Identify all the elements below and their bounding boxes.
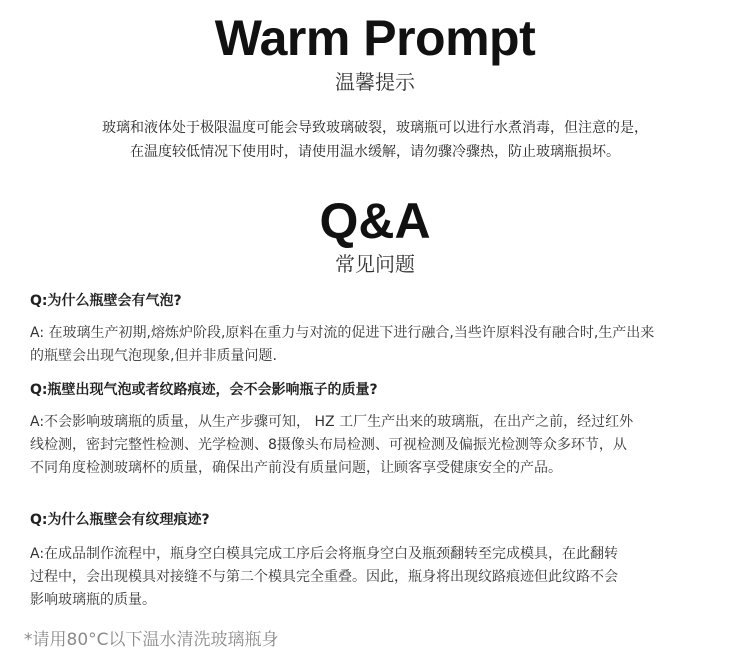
answer-line: 的瓶壁会出现气泡现象,但并非质量问题.: [30, 348, 277, 364]
answer-3: [30, 543, 720, 612]
intro-line: 在温度较低情况下使用时，请使用温水缓解，请勿骤冷骤热，防止玻璃瓶损坏。: [130, 144, 620, 160]
answer-line: 过程中，会出现模具对接缝不与第二个模具完全重叠。因此，瓶身将出现纹路痕迹但此纹路不会: [30, 569, 618, 585]
answer-line: 影响玻璃瓶的质量。: [30, 592, 156, 608]
page-subtitle: 温馨提示: [335, 70, 415, 94]
question-1: Q:为什么瓶壁会有气泡?: [30, 293, 182, 309]
answer-1: [30, 322, 720, 368]
answer-2: [30, 411, 720, 480]
qa-subheading: 常见问题: [335, 252, 415, 276]
intro-line: 玻璃和液体处于极限温度可能会导致玻璃破裂，玻璃瓶可以进行水煮消毒，但注意的是，: [102, 120, 648, 136]
question-3: Q:为什么瓶壁会有纹理痕迹?: [30, 512, 210, 528]
answer-line: A:不会影响玻璃瓶的质量，从生产步骤可知， HZ 工厂生产出来的玻璃瓶，在出产之前，经过红外: [30, 414, 634, 430]
answer-line: A:在成品制作流程中，瓶身空白模具完成工序后会将瓶身空白及瓶颈翻转至完成模具，在此翻转: [30, 546, 619, 562]
page-title: Warm Prompt: [214, 10, 536, 66]
question-2: Q:瓶壁出现气泡或者纹路痕迹，会不会影响瓶子的质量?: [30, 382, 378, 398]
answer-line: A: 在玻璃生产初期,熔炼炉阶段,原料在重力与对流的促进下进行融合,当些许原料没有融合时,生产出来: [30, 325, 655, 341]
answer-line: 不同角度检测玻璃杯的质量，确保出产前没有质量问题，让顾客享受健康安全的产品。: [30, 460, 562, 476]
footer-note: *请用80°C以下温水清洗玻璃瓶身: [24, 630, 279, 650]
intro-paragraph: [0, 116, 750, 164]
answer-line: 线检测，密封完整性检测、光学检测、8摄像头布局检测、可视检测及偏振光检测等众多环节，从: [30, 437, 627, 453]
qa-heading: Q&A: [319, 193, 431, 249]
